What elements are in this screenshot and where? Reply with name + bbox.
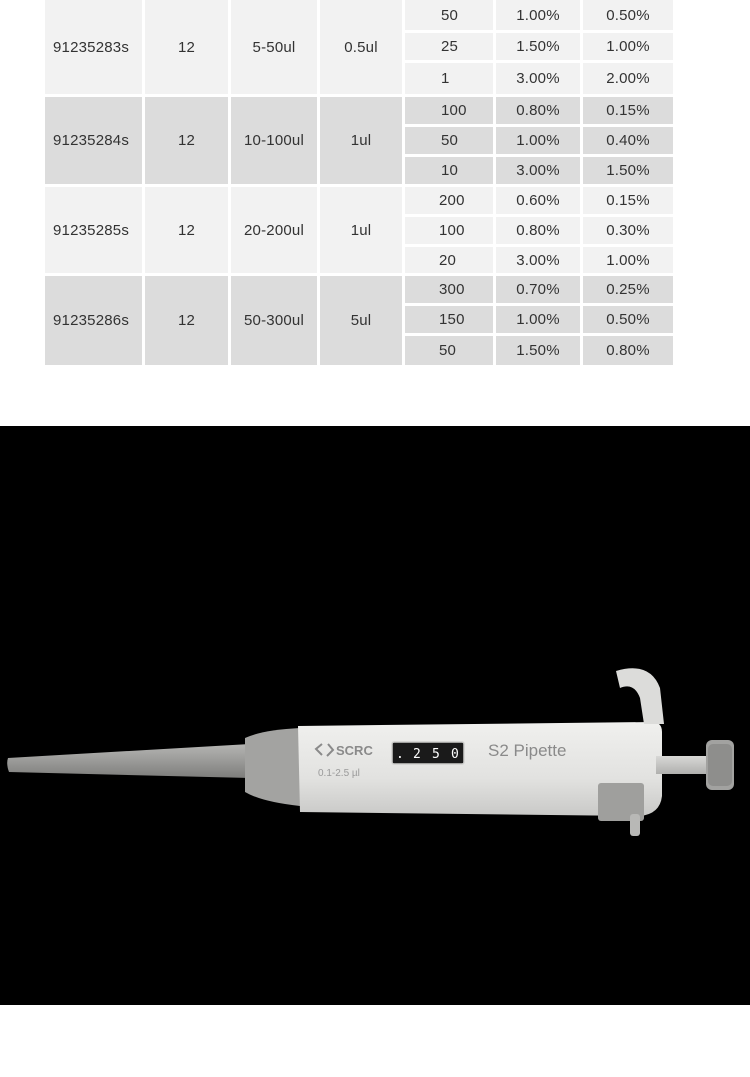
- quantity: 12: [145, 187, 228, 273]
- test-volume: 25: [405, 33, 493, 63]
- accuracy: 1.50%: [496, 336, 580, 365]
- accuracy: 0.60%: [496, 187, 580, 217]
- product-photo: [0, 426, 750, 1005]
- model-number: 91235283s: [45, 0, 142, 94]
- precision: 0.25%: [583, 276, 673, 306]
- increment: 1ul: [320, 97, 402, 184]
- model-number: 91235285s: [45, 187, 142, 273]
- accuracy: 3.00%: [496, 157, 580, 184]
- accuracy: 0.80%: [496, 97, 580, 127]
- test-volume: 100: [405, 97, 493, 127]
- pipette-tip: [7, 744, 250, 778]
- plunger-shaft: [656, 756, 712, 774]
- precision: 0.50%: [583, 0, 673, 33]
- volume-range: 10-100ul: [231, 97, 317, 184]
- tip-ejector: [630, 814, 640, 836]
- product-name: S2 Pipette: [488, 741, 567, 760]
- precision: 0.15%: [583, 187, 673, 217]
- quantity: 12: [145, 97, 228, 184]
- test-volume: 1: [405, 63, 493, 94]
- precision: 0.30%: [583, 217, 673, 247]
- model-number: 91235284s: [45, 97, 142, 184]
- accuracy: 1.50%: [496, 33, 580, 63]
- accuracy: 0.80%: [496, 217, 580, 247]
- quantity: 12: [145, 0, 228, 94]
- test-volume: 150: [405, 306, 493, 336]
- test-volume: 300: [405, 276, 493, 306]
- pipette-nose: [245, 728, 300, 806]
- brand-name: SCRC: [336, 743, 373, 758]
- increment: 5ul: [320, 276, 402, 365]
- volume-range: 50-300ul: [231, 276, 317, 365]
- accuracy: 3.00%: [496, 63, 580, 94]
- volume-range-label: 0.1-2.5 µl: [318, 768, 360, 779]
- test-volume: 50: [405, 0, 493, 33]
- precision: 0.15%: [583, 97, 673, 127]
- precision: 1.50%: [583, 157, 673, 184]
- display-decimal: .: [396, 747, 404, 762]
- volume-range: 20-200ul: [231, 187, 317, 273]
- precision: 0.80%: [583, 336, 673, 365]
- quantity: 12: [145, 276, 228, 365]
- accuracy: 1.00%: [496, 127, 580, 157]
- accuracy: 3.00%: [496, 247, 580, 273]
- display-digit-2: 5: [432, 747, 440, 762]
- finger-hook: [616, 668, 664, 724]
- test-volume: 50: [405, 336, 493, 365]
- precision: 2.00%: [583, 63, 673, 94]
- test-volume: 10: [405, 157, 493, 184]
- accuracy: 1.00%: [496, 306, 580, 336]
- test-volume: 20: [405, 247, 493, 273]
- pipette-illustration: [0, 426, 750, 1005]
- precision: 1.00%: [583, 33, 673, 63]
- test-volume: 50: [405, 127, 493, 157]
- display-digit-3: 0: [451, 747, 459, 762]
- test-volume: 100: [405, 217, 493, 247]
- precision: 0.40%: [583, 127, 673, 157]
- accuracy: 0.70%: [496, 276, 580, 306]
- increment: 1ul: [320, 187, 402, 273]
- model-number: 91235286s: [45, 276, 142, 365]
- increment: 0.5ul: [320, 0, 402, 94]
- precision: 1.00%: [583, 247, 673, 273]
- volume-range: 5-50ul: [231, 0, 317, 94]
- display-digit-1: 2: [413, 747, 421, 762]
- precision: 0.50%: [583, 306, 673, 336]
- test-volume: 200: [405, 187, 493, 217]
- spec-table: [45, 0, 673, 365]
- accuracy: 1.00%: [496, 0, 580, 33]
